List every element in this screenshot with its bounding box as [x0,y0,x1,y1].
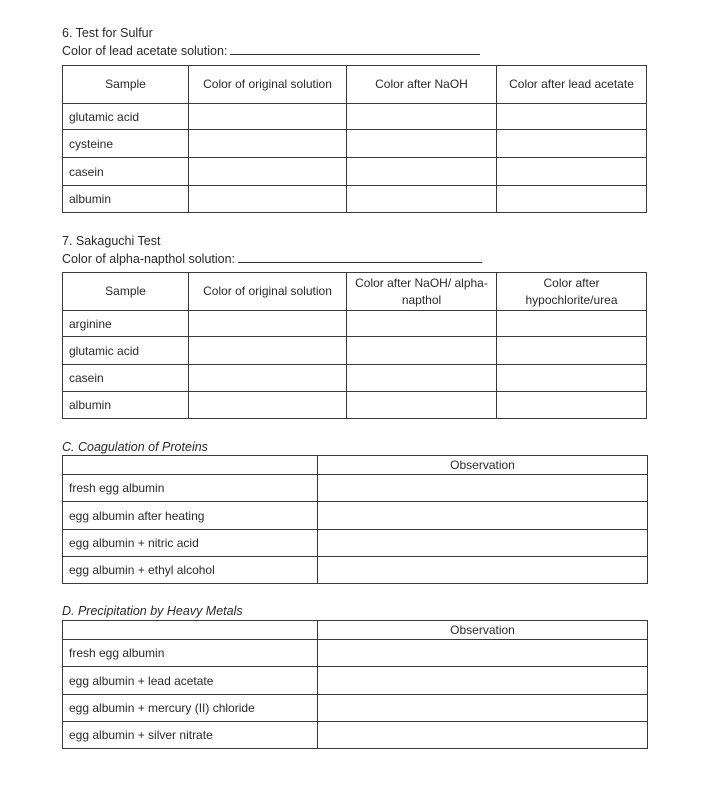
answer-cell[interactable] [189,365,347,392]
alpha-napthol-answer-blank[interactable] [238,261,482,263]
sample-name: glutamic acid [63,104,189,130]
precipitation-table [62,620,648,749]
lead-acetate-prompt [62,44,480,58]
table-row [63,640,648,667]
table-header-row [63,273,647,311]
table-row [63,475,648,502]
coagulation-table [62,455,648,584]
answer-cell[interactable] [189,130,347,158]
answer-cell[interactable] [189,392,347,419]
answer-cell[interactable] [347,392,497,419]
observation-cell[interactable] [318,502,648,530]
table-row [63,530,648,557]
observation-cell[interactable] [318,667,648,695]
sakaguchi-test-heading: 7. Sakaguchi Test [62,234,161,248]
observation-cell[interactable] [318,557,648,584]
sample-name: albumin [63,186,189,213]
observation-cell[interactable] [318,475,648,502]
answer-cell[interactable] [497,392,647,419]
table-row [63,311,647,337]
sulfur-test-heading: 6. Test for Sulfur [62,26,153,40]
answer-cell[interactable] [497,186,647,213]
answer-cell[interactable] [347,130,497,158]
coagulation-heading: C. Coagulation of Proteins [62,440,208,454]
sulfur-test-table [62,65,647,213]
sample-name: egg albumin + mercury (II) chloride [63,695,318,722]
sample-name: egg albumin + nitric acid [63,530,318,557]
sample-name: albumin [63,392,189,419]
table-row [63,104,647,130]
observation-cell[interactable] [318,530,648,557]
observation-header: Observation [318,621,648,640]
answer-cell[interactable] [189,337,347,365]
column-header: Sample [63,66,189,104]
sample-name: casein [63,158,189,186]
table-header-row [63,66,647,104]
sample-name: casein [63,365,189,392]
sample-name: cysteine [63,130,189,158]
lead-acetate-answer-blank[interactable] [230,53,480,55]
column-header: Color of original solution [189,66,347,104]
answer-cell[interactable] [347,337,497,365]
lead-acetate-prompt-label: Color of lead acetate solution: [62,44,228,58]
sakaguchi-test-table [62,272,647,419]
sample-name: egg albumin + lead acetate [63,667,318,695]
answer-cell[interactable] [347,104,497,130]
answer-cell[interactable] [497,158,647,186]
observation-cell[interactable] [318,722,648,749]
table-row [63,130,647,158]
table-row [63,158,647,186]
sample-name: egg albumin after heating [63,502,318,530]
answer-cell[interactable] [189,104,347,130]
column-header: Color after lead acetate [497,66,647,104]
observation-cell[interactable] [318,640,648,667]
table-row [63,722,648,749]
alpha-napthol-prompt-label: Color of alpha-napthol solution: [62,252,236,266]
observation-header: Observation [318,456,648,475]
answer-cell[interactable] [347,365,497,392]
sample-name: fresh egg albumin [63,640,318,667]
table-header-row [63,456,648,475]
answer-cell[interactable] [189,158,347,186]
column-header: Color after NaOH/ alpha-napthol [347,273,497,311]
answer-cell[interactable] [347,186,497,213]
table-row [63,557,648,584]
blank-header-cell [63,456,318,475]
table-row [63,337,647,365]
table-row [63,365,647,392]
sample-name: egg albumin + ethyl alcohol [63,557,318,584]
table-row [63,667,648,695]
column-header: Color of original solution [189,273,347,311]
sample-name: egg albumin + silver nitrate [63,722,318,749]
answer-cell[interactable] [497,337,647,365]
answer-cell[interactable] [497,104,647,130]
table-header-row [63,621,648,640]
answer-cell[interactable] [189,186,347,213]
answer-cell[interactable] [347,311,497,337]
table-row [63,186,647,213]
column-header: Color after hypochlorite/urea [497,273,647,311]
alpha-napthol-prompt [62,252,482,266]
observation-cell[interactable] [318,695,648,722]
sample-name: fresh egg albumin [63,475,318,502]
answer-cell[interactable] [189,311,347,337]
table-row [63,695,648,722]
sample-name: glutamic acid [63,337,189,365]
sample-name: arginine [63,311,189,337]
table-row [63,392,647,419]
answer-cell[interactable] [347,158,497,186]
answer-cell[interactable] [497,311,647,337]
answer-cell[interactable] [497,130,647,158]
column-header: Sample [63,273,189,311]
column-header: Color after NaOH [347,66,497,104]
table-row [63,502,648,530]
precipitation-heading: D. Precipitation by Heavy Metals [62,604,243,618]
answer-cell[interactable] [497,365,647,392]
blank-header-cell [63,621,318,640]
